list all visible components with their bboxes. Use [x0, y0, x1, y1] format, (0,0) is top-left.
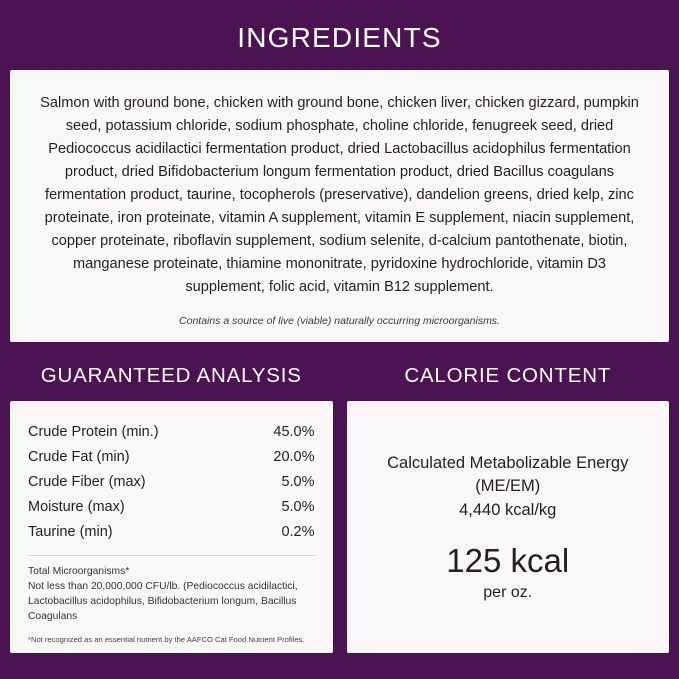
guaranteed-analysis-heading: GUARANTEED ANALYSIS — [40, 364, 302, 387]
nutrient-value: 0.2% — [281, 523, 315, 540]
nutrient-label: Moisture (max) — [28, 498, 125, 515]
metabolizable-energy-label: Calculated Metabolizable Energy (ME/EM) — [387, 454, 629, 495]
ingredients-panel — [10, 70, 669, 342]
table-row — [28, 444, 315, 469]
guaranteed-analysis-panel — [10, 401, 333, 653]
bottom-section — [10, 364, 669, 653]
calorie-content-column — [347, 364, 670, 653]
table-row — [28, 519, 315, 544]
ingredients-note: Contains a source of live (viable) naturally occurring microorganisms. — [179, 315, 500, 328]
nutrient-label: Taurine (min) — [28, 523, 113, 540]
table-row — [28, 469, 315, 494]
nutrient-value: 5.0% — [281, 498, 315, 515]
nutrient-value: 45.0% — [273, 423, 315, 440]
divider — [28, 555, 315, 556]
nutrient-label: Crude Protein (min.) — [28, 423, 159, 440]
guaranteed-analysis-footnote: *Not recognized as an essential nutrient by the AAFCO Cat Food Nutrient Profiles. — [28, 634, 305, 644]
nutrient-value: 5.0% — [281, 473, 315, 490]
nutrient-value: 20.0% — [273, 448, 315, 465]
table-row — [28, 419, 315, 444]
ingredients-heading: INGREDIENTS — [237, 22, 442, 53]
nutrient-label: Crude Fiber (max) — [28, 473, 146, 490]
metabolizable-energy-value: 4,440 kcal/kg — [459, 500, 557, 519]
microorganisms-title: Total Microorganisms* — [28, 566, 130, 577]
calorie-content-heading: CALORIE CONTENT — [404, 364, 612, 387]
guaranteed-analysis-column — [10, 364, 333, 653]
calorie-content-panel — [347, 401, 670, 653]
calories-per-oz-unit: per oz. — [483, 583, 533, 601]
ingredients-text: Salmon with ground bone, chicken with ground bone, chicken liver, chicken gizzard, pumpkin seed, potassium chloride, sodium phosphate, choline chloride, fenugreek seed, dried Pediococcus acidilactici fermentation product, dried Lactobacillus acidophilus fermentation product, dried Bifidobacterium longum fermentation product, dried Bacillus coagulans fermentation product, taurine, tocopherols (preservative), dandelion greens, dried kelp, zinc proteinate, iron proteinate, vitamin A supplement, vitamin E supplement, niacin supplement, copper proteinate, riboflavin supplement, sodium selenite, d-calcium pantothenate, biotin, manganese proteinate, thiamine mononitrate, pyridoxine hydrochloride, vitamin D3 supplement, folic acid, vitamin B12 supplement. — [40, 95, 639, 296]
calories-per-oz-value: 125 kcal — [446, 542, 570, 580]
microorganisms-text: Not less than 20,000,000 CFU/lb. (Pediococcus acidilactici, Lactobacillus acidophilus, Bifidobacterium longum, Bacillus Coagulans — [28, 580, 298, 622]
guaranteed-analysis-table — [28, 419, 315, 544]
nutrient-label: Crude Fat (min) — [28, 448, 130, 465]
microorganisms-block — [28, 565, 315, 625]
table-row — [28, 494, 315, 519]
